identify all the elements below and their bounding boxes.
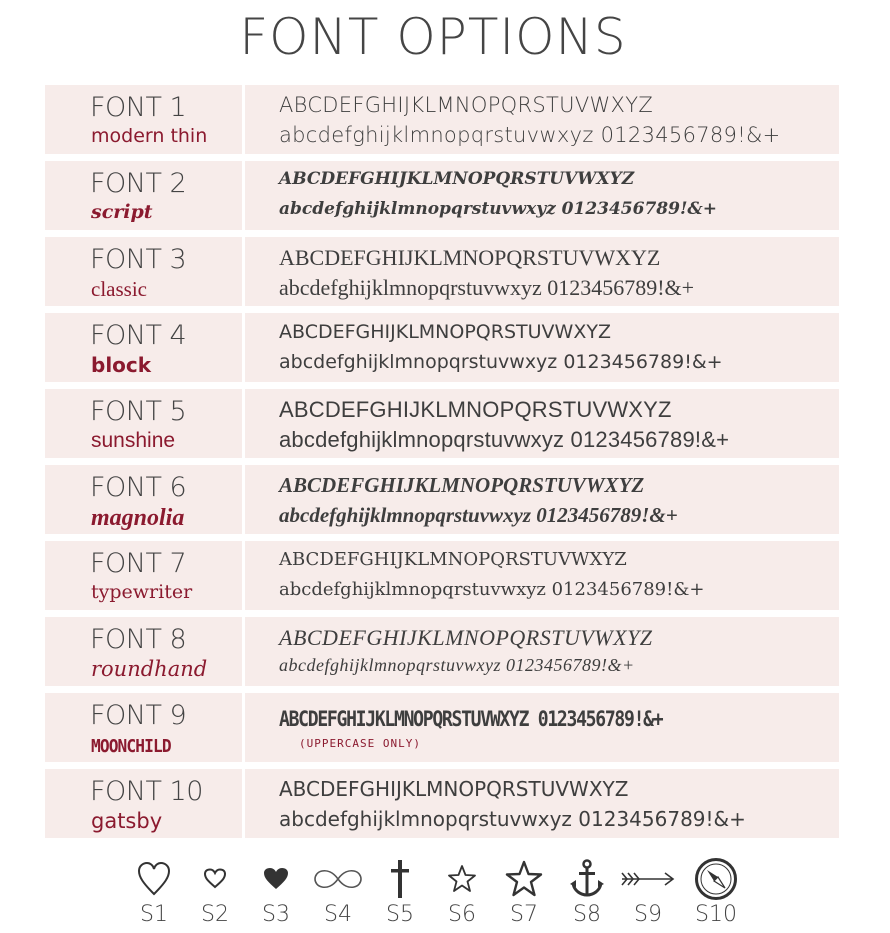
cross-icon — [370, 854, 430, 904]
symbol-option[interactable] — [246, 854, 306, 927]
row-divider — [242, 465, 245, 534]
symbol-options — [0, 854, 890, 933]
symbol-code: S10 — [695, 902, 737, 927]
row-divider — [242, 769, 245, 838]
symbol-code: S8 — [573, 902, 601, 927]
row-divider — [242, 313, 245, 382]
symbol-code: S9 — [634, 902, 662, 927]
font-style-name: gatsby — [91, 809, 163, 833]
font-uppercase-sample: ABCDEFGHIJKLMNOPQRSTUVWXYZ — [279, 625, 653, 650]
font-style-name: classic — [91, 277, 147, 301]
font-name: FONT 6 — [90, 472, 187, 503]
font-uppercase-sample: ABCDEFGHIJKLMNOPQRSTUVWXYZ — [279, 169, 635, 189]
font-style-name: MOONCHILD — [91, 736, 171, 757]
font-uppercase-sample: ABCDEFGHIJKLMNOPQRSTUVWXYZ — [279, 245, 661, 270]
page-title: FONT OPTIONS — [239, 8, 627, 66]
font-uppercase-sample: ABCDEFGHIJKLMNOPQRSTUVWXYZ — [279, 473, 645, 497]
font-row[interactable] — [45, 237, 839, 306]
row-divider — [242, 237, 245, 306]
heart-outline-icon — [124, 854, 184, 904]
font-row[interactable] — [45, 769, 839, 838]
font-name: FONT 4 — [90, 320, 187, 351]
uppercase-only-note: (UPPERCASE ONLY) — [299, 737, 421, 750]
font-style-name: magnolia — [91, 505, 185, 531]
font-style-wrapper — [91, 733, 180, 757]
font-lowercase-sample: abcdefghijklmnopqrstuvwxyz 0123456789!&+ — [279, 199, 717, 219]
font-row[interactable] — [45, 541, 839, 610]
arrow-icon — [618, 854, 678, 904]
compass-icon — [686, 854, 746, 904]
font-lowercase-sample: abcdefghijklmnopqrstuvwxyz 0123456789!&+ — [279, 275, 695, 300]
small-star-outline-icon — [432, 854, 492, 904]
font-name: FONT 3 — [90, 244, 187, 275]
font-row[interactable] — [45, 313, 839, 382]
font-lowercase-sample: abcdefghijklmnopqrstuvwxyz 0123456789!&+ — [279, 427, 730, 452]
symbol-option[interactable] — [557, 854, 617, 927]
font-name: FONT 10 — [90, 776, 203, 807]
font-lowercase-sample: abcdefghijklmnopqrstuvwxyz 0123456789!&+ — [279, 123, 781, 147]
symbol-code: S7 — [510, 902, 538, 927]
symbol-option[interactable] — [432, 854, 492, 927]
font-style-name: script — [91, 201, 153, 223]
symbol-option[interactable] — [185, 854, 245, 927]
font-name: FONT 7 — [90, 548, 187, 579]
font-style-name: block — [91, 353, 152, 377]
symbol-option[interactable] — [686, 854, 746, 927]
font-style-name: roundhand — [91, 657, 208, 681]
row-divider — [242, 693, 245, 762]
font-uppercase-sample: ABCDEFGHIJKLMNOPQRSTUVWXYZ — [279, 321, 611, 343]
row-divider — [242, 617, 245, 686]
font-name: FONT 9 — [90, 700, 187, 731]
font-row[interactable] — [45, 465, 839, 534]
font-row[interactable] — [45, 85, 839, 154]
font-uppercase-sample: ABCDEFGHIJKLMNOPQRSTUVWXYZ — [279, 549, 627, 570]
row-divider — [242, 161, 245, 230]
symbol-code: S6 — [448, 902, 476, 927]
font-row[interactable] — [45, 161, 839, 230]
symbol-option[interactable] — [370, 854, 430, 927]
font-name: FONT 5 — [90, 396, 187, 427]
font-style-name: sunshine — [91, 429, 176, 452]
anchor-icon — [557, 854, 617, 904]
font-row[interactable] — [45, 389, 839, 458]
row-divider — [242, 389, 245, 458]
font-uppercase-sample: ABCDEFGHIJKLMNOPQRSTUVWXYZ 0123456789!&+ — [279, 707, 663, 731]
font-style-name: modern thin — [91, 125, 208, 147]
heart-filled-icon — [246, 854, 306, 904]
symbol-option[interactable] — [618, 854, 678, 927]
symbol-option[interactable] — [124, 854, 184, 927]
symbol-code: S3 — [262, 902, 290, 927]
font-lowercase-sample: abcdefghijklmnopqrstuvwxyz 0123456789!&+ — [279, 579, 705, 600]
font-style-name: typewriter — [91, 581, 193, 603]
font-lowercase-sample: abcdefghijklmnopqrstuvwxyz 0123456789!&+ — [279, 503, 678, 527]
row-divider — [242, 541, 245, 610]
font-list — [45, 85, 839, 845]
symbol-option[interactable] — [308, 854, 368, 927]
small-heart-outline-icon — [185, 854, 245, 904]
row-divider — [242, 85, 245, 154]
symbol-code: S5 — [386, 902, 414, 927]
font-name: FONT 1 — [90, 92, 187, 123]
symbol-code: S2 — [201, 902, 229, 927]
font-name: FONT 8 — [90, 624, 187, 655]
star-outline-icon — [494, 854, 554, 904]
font-uppercase-sample: ABCDEFGHIJKLMNOPQRSTUVWXYZ — [279, 397, 672, 422]
font-lowercase-sample: abcdefghijklmnopqrstuvwxyz 0123456789!&+ — [279, 351, 723, 373]
font-name: FONT 2 — [90, 168, 187, 199]
font-row[interactable] — [45, 617, 839, 686]
symbol-option[interactable] — [494, 854, 554, 927]
font-lowercase-sample: abcdefghijklmnopqrstuvwxyz 0123456789!&+ — [279, 655, 635, 675]
font-uppercase-sample: ABCDEFGHIJKLMNOPQRSTUVWXYZ — [279, 93, 654, 117]
font-lowercase-sample: abcdefghijklmnopqrstuvwxyz 0123456789!&+ — [279, 807, 746, 831]
infinity-icon — [308, 854, 368, 904]
symbol-code: S1 — [140, 902, 168, 927]
font-row[interactable] — [45, 693, 839, 762]
symbol-code: S4 — [324, 902, 352, 927]
font-uppercase-sample: ABCDEFGHIJKLMNOPQRSTUVWXYZ — [279, 777, 629, 801]
